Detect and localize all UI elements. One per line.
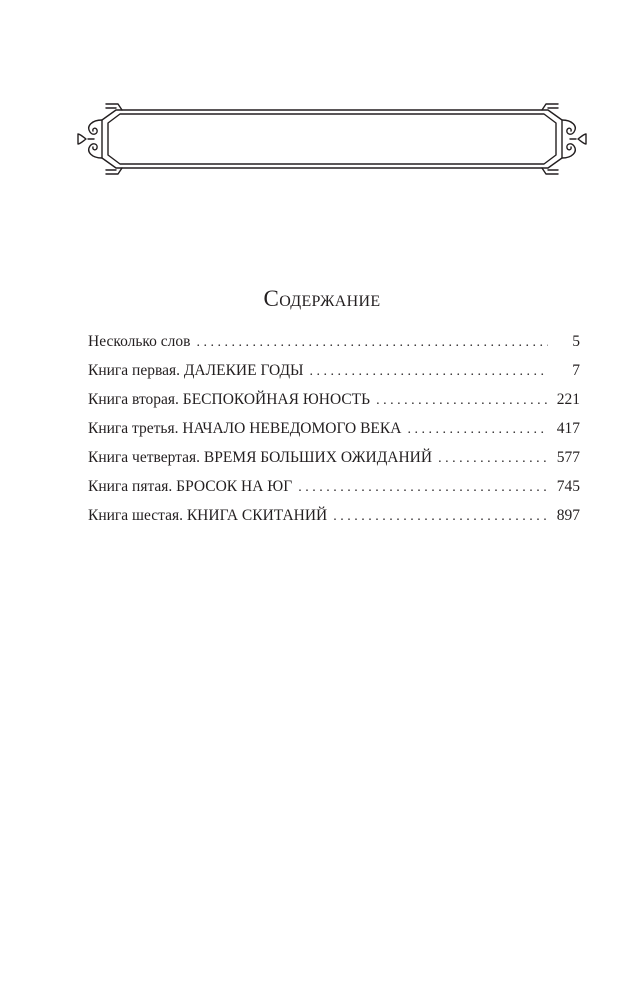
toc-entry-label: Книга третья. НАЧАЛО НЕВЕДОМОГО ВЕКА bbox=[88, 420, 402, 437]
toc-dot-leader bbox=[376, 393, 548, 409]
toc-dot-leader bbox=[438, 451, 548, 467]
toc-entry[interactable] bbox=[88, 362, 580, 391]
toc-page-number: 7 bbox=[572, 362, 580, 379]
toc-dot-leader bbox=[310, 364, 548, 380]
toc-page-number: 221 bbox=[556, 391, 580, 408]
ornamental-frame-icon bbox=[76, 98, 588, 180]
toc-page-number: 745 bbox=[556, 478, 580, 495]
toc-entry-label: Книга шестая. КНИГА СКИТАНИЙ bbox=[88, 507, 328, 524]
toc-page-number: 5 bbox=[572, 333, 580, 350]
toc-page-number: 577 bbox=[556, 449, 580, 466]
toc-dot-leader bbox=[298, 480, 548, 496]
toc-dot-leader bbox=[333, 509, 548, 525]
toc-entry[interactable] bbox=[88, 391, 580, 420]
toc-entry[interactable] bbox=[88, 420, 580, 449]
toc-entry[interactable] bbox=[88, 507, 580, 536]
toc-entry-label: Книга первая. ДАЛЕКИЕ ГОДЫ bbox=[88, 362, 304, 379]
table-of-contents bbox=[88, 333, 580, 536]
toc-entry-label: Книга пятая. БРОСОК НА ЮГ bbox=[88, 478, 293, 495]
toc-page-number: 897 bbox=[556, 507, 580, 524]
contents-title: Содержание bbox=[263, 286, 381, 311]
toc-dot-leader bbox=[407, 422, 548, 438]
toc-entry[interactable] bbox=[88, 333, 580, 362]
toc-dot-leader bbox=[196, 335, 548, 351]
toc-entry[interactable] bbox=[88, 449, 580, 478]
toc-entry-label: Книга вторая. БЕСПОКОЙНАЯ ЮНОСТЬ bbox=[88, 391, 371, 408]
toc-entry-label: Книга четвертая. ВРЕМЯ БОЛЬШИХ ОЖИДАНИЙ bbox=[88, 449, 433, 466]
toc-entry-label: Несколько слов bbox=[88, 333, 191, 350]
ornamental-frame bbox=[76, 98, 588, 180]
toc-page-number: 417 bbox=[556, 420, 580, 437]
toc-entry[interactable] bbox=[88, 478, 580, 507]
